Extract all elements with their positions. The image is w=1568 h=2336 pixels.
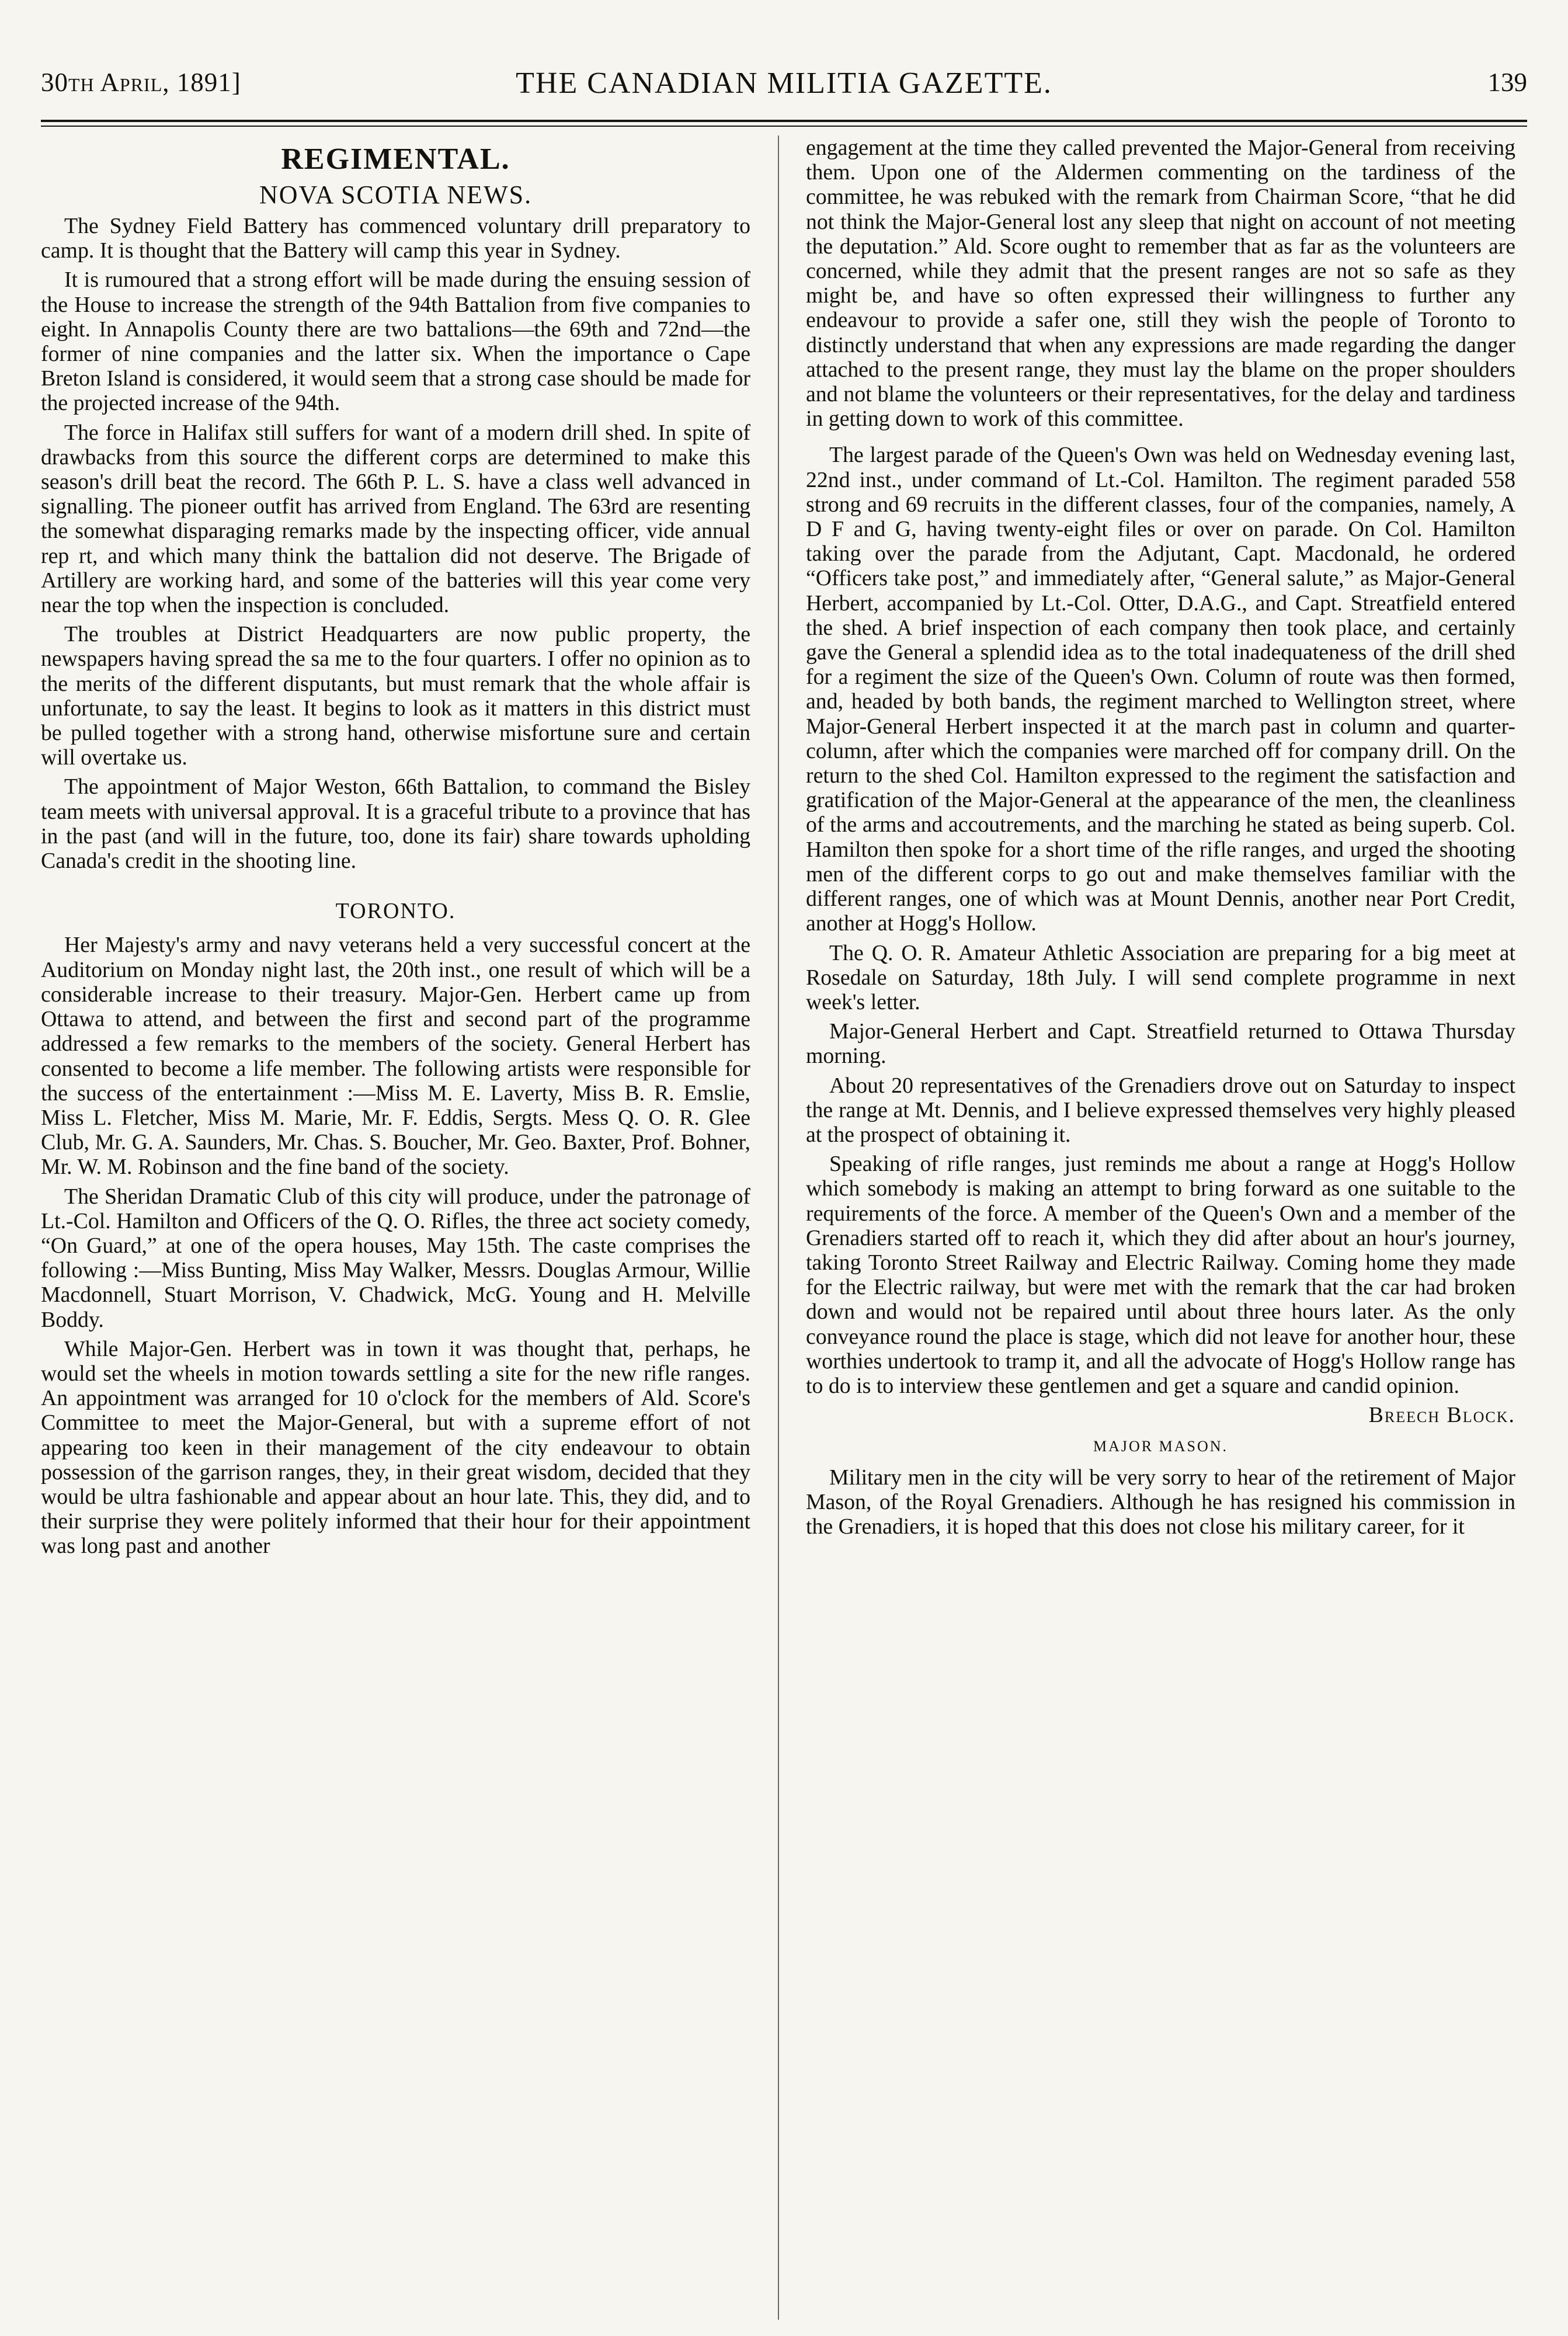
correspondent-signature: Breech Block. xyxy=(1368,1403,1515,1428)
article-paragraph: The Sydney Field Battery has commenced voluntary drill preparatory to camp. It is thought that the Battery will camp this year in Sydney. xyxy=(41,214,750,263)
header-rule-thick xyxy=(41,120,1527,122)
newspaper-page xyxy=(41,0,1527,2336)
article-paragraph: Her Majesty's army and navy veterans held a very successful concert at the Auditorium on Monday night last, the 20th inst., one result of which will be a considerable increase to their treasury. Major-Gen. Herbert came up from Ottawa to attend, and between the first and second part of the programme addressed a few remarks to the members of the society. General Herbert has consented to become a life member. The following artists were responsible for the success of the entertainment :—Miss M. E. Laverty, Miss B. R. Emslie, Miss L. Fletcher, Miss M. Marie, Mr. F. Eddis, Sergts. Mess Q. O. R. Glee Club, Mr. G. A. Saunders, Mr. Chas. S. Boucher, Mr. Geo. Baxter, Prof. Bohner, Mr. W. M. Robinson and the fine band of the society. xyxy=(41,933,750,1180)
publication-title: THE CANADIAN MILITIA GAZETTE. xyxy=(516,67,1052,100)
article-paragraph: While Major-Gen. Herbert was in town it was thought that, perhaps, he would set the wheels in motion towards settling a site for the new rifle ranges. An appointment was arranged for 10 o'clock for the members of Ald. Score's Committee to meet the Major-General, but with a supreme effort of not appearing too keen in their management of the city endeavour to obtain possession of the garrison ranges, they, in their great wisdom, decided that they would be ultra fashionable and appear about an hour late. This, they did, and to their surprise they were politely informed that their hour for their appointment was long past and another xyxy=(41,1336,750,1559)
article-paragraph: It is rumoured that a strong effort will be made during the ensuing session of the House to increase the strength of the 94th Battalion from five companies to eight. In Annapolis County there are two battalions—the 69th and 72nd—the former of nine companies and the latter six. When the importance o Cape Breton Island is considered, it would seem that a strong case should be made for the projected increase of the 94th. xyxy=(41,267,750,416)
major-mason-heading: MAJOR MASON. xyxy=(1093,1438,1229,1455)
article-paragraph: Major-General Herbert and Capt. Streatfield returned to Ottawa Thursday morning. xyxy=(806,1019,1515,1069)
page-number: 139 xyxy=(1487,68,1527,97)
header-rule-thin xyxy=(41,126,1527,127)
right-column xyxy=(806,135,1515,2323)
article-paragraph: The Q. O. R. Amateur Athletic Association are preparing for a big meet at Rosedale on Saturday, 18th July. I will send complete programme in next week's letter. xyxy=(806,940,1515,1014)
section-title: REGIMENTAL. xyxy=(281,142,510,176)
article-paragraph: The largest parade of the Queen's Own was held on Wednesday evening last, 22nd inst., under command of Lt.-Col. Hamilton. The regiment paraded 558 strong and 69 recruits in the different classes, four of the companies, namely, A D F and G, having twenty-eight files or over on parade. On Col. Hamilton taking over the parade from the Adjutant, Capt. Macdonald, he ordered “Officers take post,” and immediately after, “General salute,” as Major-General Herbert, accompanied by Lt.-Col. Otter, D.A.G., and Capt. Streatfield entered the shed. A brief inspection of each company then took place, and certainly gave the General a splendid idea as to the total inadequateness of the drill shed for a regiment the size of the Queen's Own. Column of route was then formed, and, headed by both bands, the regiment marched to Wellington street, where Major-General Herbert inspected it at the march past in column and quarter-column, after which the companies were marched off for company drill. On the return to the shed Col. Hamilton expressed to the regiment the satisfaction and gratification of the Major-General at the appearance of the men, the cleanliness of the arms and accoutrements, and the marching he stated as being superb. Col. Hamilton then spoke for a short time of the rifle ranges, and urged the shooting men of the different corps to go out and make themselves familiar with the different ranges, one of which was at Mount Dennis, another near Port Credit, another at Hogg's Hollow. xyxy=(806,443,1515,936)
article-paragraph: About 20 representatives of the Grenadiers drove out on Saturday to inspect the range at Mt. Dennis, and I believe expressed themselves very highly pleased at the prospect of obtaining it. xyxy=(806,1073,1515,1147)
article-paragraph: The troubles at District Headquarters are now public property, the newspapers having spread the sa me to the four quarters. I offer no opinion as to the merits of the different disputants, but must remark that the whole affair is unfortunate, to say the least. It begins to look as it matters in this district must be pulled together with a strong hand, otherwise misfortune sure and certain will overtake us. xyxy=(41,622,750,770)
toronto-heading: TORONTO. xyxy=(335,899,456,924)
nova-scotia-heading: NOVA SCOTIA NEWS. xyxy=(259,180,533,209)
article-paragraph: The Sheridan Dramatic Club of this city will produce, under the patronage of Lt.-Col. Hamilton and Officers of the Q. O. Rifles, the three act society comedy, “On Guard,” at one of the opera houses, May 15th. The caste comprises the following :—Miss Bunting, Miss May Walker, Messrs. Douglas Armour, Willie Macdonnell, Stuart Morrison, V. Chadwick, McG. Young and H. Melville Boddy. xyxy=(41,1184,750,1332)
column-divider xyxy=(778,135,779,2320)
article-paragraph: Speaking of rifle ranges, just reminds me about a range at Hogg's Hollow which somebody is making an attempt to bring forward as one suitable to the requirements of the force. A member of the Queen's Own and a member of the Grenadiers started off to reach it, which they did after about an hour's journey, taking Toronto Street Railway and Electric Railway. Coming home they made for the Electric railway, but were met with the remark that the car had broken down and would not be repaired until about three hours later. As the only conveyance round the place is stage, which did not leave for another hour, these worthies undertook to tramp it, and all the advocate of Hogg's Hollow range has to do is to interview these gentlemen and get a square and candid opinion. xyxy=(806,1152,1515,1398)
article-continuation: engagement at the time they called prevented the Major-General from receiving them. Upon one of the Aldermen commenting on the tardiness of the committee, he was rebuked with the remark from Chairman Score, “that he did not think the Major-General lost any sleep that night on account of not meeting the deputation.” Ald. Score ought to remember that as far as the volunteers are concerned, while they admit that the present ranges are not so safe as they might be, and have so often expressed their willingness to further any endeavour to provide a safer one, still they wish the people of Toronto to distinctly understand that when any expressions are made regarding the danger attached to the present range, they must lay the blame on the proper shoulders and not blame the volunteers or their representatives, for the delay and tardiness in getting down to work of this committee. xyxy=(806,135,1515,432)
left-column xyxy=(41,135,750,2323)
article-paragraph: Military men in the city will be very sorry to hear of the retirement of Major Mason, of the Royal Grenadiers. Although he has resigned his commission in the Grenadiers, it is hoped that this does not close his military career, for it xyxy=(806,1465,1515,1539)
issue-date: 30th April, 1891] xyxy=(41,68,241,97)
article-paragraph: The appointment of Major Weston, 66th Battalion, to command the Bisley team meets with universal approval. It is a graceful tribute to a province that has in the past (and will in the future, too, done its fair) share towards upholding Canada's credit in the shooting line. xyxy=(41,774,750,874)
masthead xyxy=(41,67,1527,108)
article-paragraph: The force in Halifax still suffers for want of a modern drill shed. In spite of drawbacks from this source the different corps are determined to make this season's drill beat the record. The 66th P. L. S. have a class well advanced in signalling. The pioneer outfit has arrived from England. The 63rd are resenting the somewhat disparaging remarks made by the inspecting officer, vide annual rep rt, and which many think the battalion did not deserve. The Brigade of Artillery are working hard, and some of the batteries will this year come very near the top when the inspection is concluded. xyxy=(41,420,750,618)
